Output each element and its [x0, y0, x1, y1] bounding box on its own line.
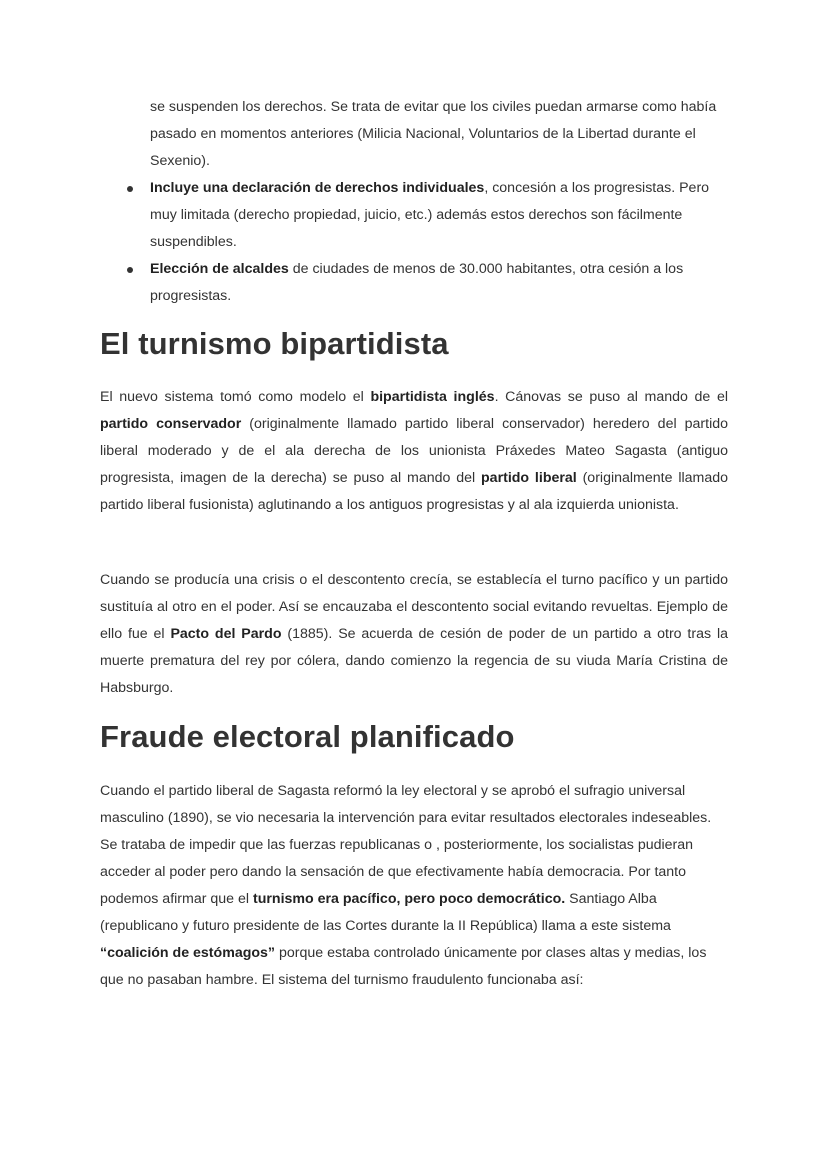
bullet-text: de ciudades de menos de 30.000 habitantes, otra cesión a los progresistas. [150, 261, 684, 304]
paragraph-text: (originalmente llamado partido liberal conservador) heredero del partido liberal moderado y de el ala derecha de los unionista Práxedes Mateo Sagasta (antiguo progresista, imagen de la derecha) se puso al mando del [100, 416, 728, 486]
paragraph-text: Cuando el partido liberal de Sagasta reformó la ley electoral y se aprobó el sufragio universal masculino (1890), se vio necesaria la intervención para evitar resultados electorales indeseables. Se trataba de impedir que las fuerzas republicanas o , posteriormente, los socialistas pudieran acceder al poder pero dando la sensación de que efectivamente había democracia. Por tanto podemos afirmar que el [100, 783, 712, 907]
bullet-dot-icon [127, 186, 133, 192]
bullet-dot-icon [127, 267, 133, 273]
paragraph-bold-text: partido conservador [100, 416, 242, 432]
paragraph-bold-text: bipartidista inglés [370, 389, 495, 405]
bullet-text: , concesión a los progresistas. Pero muy limitada (derecho propiedad, juicio, etc.) además estos derechos son fácilmente suspendibles. [150, 180, 710, 250]
paragraph-text: (originalmente llamado partido liberal fusionista) aglutinando a los antiguos progresistas y al ala izquierda unionista. [100, 470, 729, 513]
bullet-bold-text: Incluye una declaración de derechos individuales [150, 180, 485, 196]
bullet-list [100, 175, 730, 310]
paragraph-text: El nuevo sistema tomó como modelo el [100, 389, 371, 405]
section-heading-fraude: Fraude electoral planificado [100, 719, 515, 754]
paragraph-text: . Cánovas se puso al mando de el [494, 389, 728, 405]
section-heading-turnismo: El turnismo bipartidista [100, 326, 449, 361]
paragraph-turnismo-2 [100, 567, 728, 702]
paragraph-text: Santiago Alba (republicano y futuro presidente de las Cortes durante la II República) llama a este sistema [100, 891, 671, 934]
bullet-item-derechos [100, 175, 730, 256]
paragraph-bold-text: “coalición de estómagos” [100, 945, 276, 961]
paragraph-fraude-1 [100, 778, 730, 994]
paragraph-text: porque estaba controlado únicamente por clases altas y medias, los que no pasaban hambre. El sistema del turnismo fraudulento funcionaba así: [100, 945, 707, 988]
paragraph-text: Cuando se producía una crisis o el descontento crecía, se establecía el turno pacífico y un partido sustituía al otro en el poder. Así se encauzaba el descontento social evitando revueltas. Ejemplo de ello fue el [100, 572, 728, 642]
continuation-paragraph [150, 94, 730, 175]
paragraph-turnismo-1 [100, 384, 728, 519]
paragraph-bold-text: turnismo era pacífico, pero poco democrático. [253, 891, 566, 907]
paragraph-bold-text: partido liberal [481, 470, 577, 486]
paragraph-text: (1885). Se acuerda de cesión de poder de un partido a otro tras la muerte prematura del rey por cólera, dando comienzo la regencia de su viuda María Cristina de Habsburgo. [100, 626, 728, 696]
paragraph-bold-text: Pacto del Pardo [170, 626, 282, 642]
bullet-item-alcaldes [100, 256, 730, 310]
continuation-text: se suspenden los derechos. Se trata de evitar que los civiles puedan armarse como había pasado en momentos anteriores (Milicia Nacional, Voluntarios de la Libertad durante el Sexenio). [150, 99, 717, 169]
bullet-bold-text: Elección de alcaldes [150, 261, 289, 277]
